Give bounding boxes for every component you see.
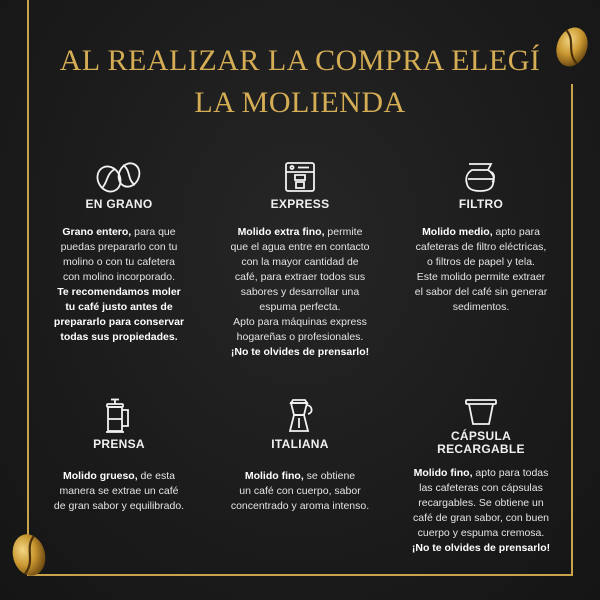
grind-option-filtro (391, 160, 571, 315)
page-title-line-2: LA MOLIENDA (194, 86, 406, 119)
grind-option-express (210, 160, 390, 360)
grind-description (29, 469, 209, 514)
desc-line: Molido medio, apto para (422, 226, 540, 238)
desc-line: que el agua entre en contacto (230, 241, 370, 253)
desc-line: todas sus propiedades. (60, 331, 178, 343)
desc-line: Te recomendamos moler (57, 286, 181, 298)
desc-line: tu café justo antes de (65, 301, 173, 313)
grind-label: ITALIANA (271, 437, 329, 451)
frame-right-line (571, 84, 573, 576)
grind-option-italiana (210, 398, 390, 514)
grind-option-capsula-recargable (391, 398, 571, 556)
desc-line: las cafeteras con cápsulas (419, 482, 543, 494)
desc-line: molino o con tu cafetera (62, 256, 176, 268)
grind-option-en-grano (29, 160, 209, 345)
desc-line: Este molido permite extraer (416, 271, 546, 283)
french-press-icon (102, 398, 136, 434)
coffee-capsule-icon (464, 398, 498, 428)
coffee-bean-bottom-left-icon (8, 530, 50, 580)
desc-line: hogareñas o profesionales. (236, 331, 364, 343)
grind-label: CÁPSULA RECARGABLE (437, 429, 525, 456)
grind-description (391, 466, 571, 556)
grind-label: EXPRESS (270, 197, 330, 211)
desc-line: Grano entero, para que (62, 226, 176, 238)
desc-line: un café con cuerpo, sabor (239, 485, 361, 497)
grind-label: PRENSA (93, 437, 145, 451)
moka-pot-icon (283, 398, 317, 434)
desc-line: Molido grueso, de esta (62, 470, 176, 482)
desc-line: de gran sabor y equilibrado. (53, 500, 185, 512)
grind-description (391, 225, 571, 315)
desc-line: recargables. Se obtiene un (418, 497, 544, 509)
coffee-beans-icon (93, 160, 145, 194)
desc-line: cafeteras de filtro eléctricas, (415, 241, 547, 253)
desc-line: sedimentos. (452, 301, 510, 313)
desc-line: con la mayor cantidad de (241, 256, 359, 268)
desc-line: café de gran sabor, con buen (412, 512, 550, 524)
frame-bottom-line (27, 574, 573, 576)
coffee-carafe-icon (463, 160, 499, 194)
desc-line: concentrado y aroma intenso. (230, 500, 370, 512)
desc-line: prepararlo para conservar (53, 316, 185, 328)
desc-line: Molido fino, apto para todas (413, 467, 549, 479)
desc-line: el sabor del café sin generar (414, 286, 548, 298)
desc-line: café, para extraer todos sus (234, 271, 366, 283)
grind-label: FILTRO (458, 197, 504, 211)
desc-line: con molino incorporado. (62, 271, 176, 283)
grind-description (210, 469, 390, 514)
desc-line: o filtros de papel y tela. (427, 256, 535, 268)
desc-line: espuma perfecta. (259, 301, 341, 313)
grind-option-prensa (29, 398, 209, 514)
page-title-line-1: AL REALIZAR LA COMPRA ELEGÍ (59, 44, 541, 77)
desc-line: Apto para máquinas express (233, 316, 367, 328)
grind-label: EN GRANO (85, 197, 153, 211)
desc-line: ¡No te olvides de prensarlo! (230, 346, 370, 358)
desc-line: ¡No te olvides de prensarlo! (411, 542, 551, 554)
desc-line: puedas prepararlo con tu (60, 241, 178, 253)
grind-description (29, 225, 209, 345)
desc-line: manera se extrae un café (59, 485, 179, 497)
espresso-machine-icon (283, 160, 317, 194)
desc-line: Molido extra fino, permite (237, 226, 363, 238)
grind-description (210, 225, 390, 360)
desc-line: sabores y desarrollar una (240, 286, 360, 298)
desc-line: Molido fino, se obtiene (244, 470, 356, 482)
desc-line: cuerpo y espuma cremosa. (417, 527, 545, 539)
